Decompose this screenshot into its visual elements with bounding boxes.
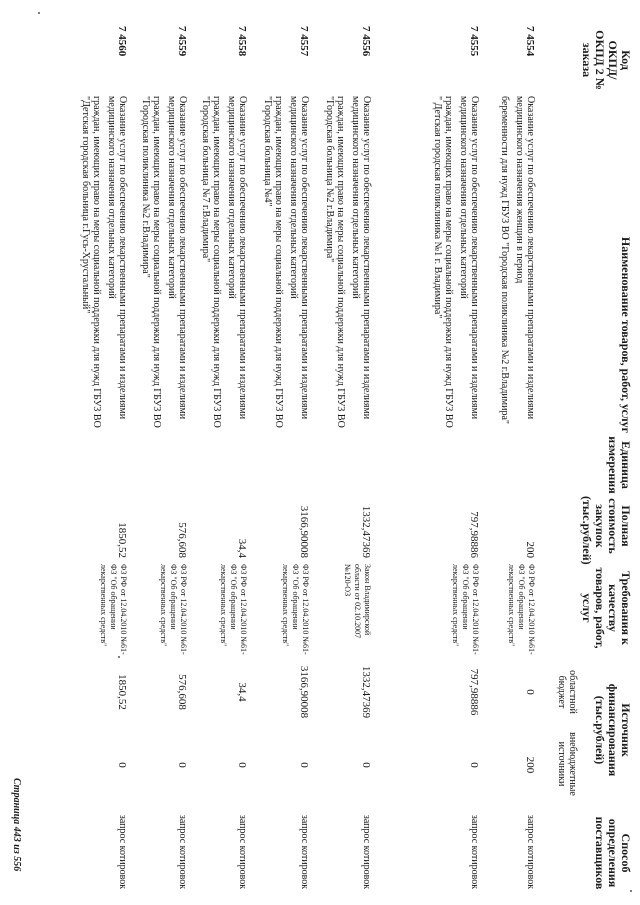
row-requirements: Закон Владимирской области от 02.10.2007 №120-ОЗ bbox=[343, 564, 372, 639]
row-name bbox=[200, 96, 248, 428]
row-extra-budget: 0 bbox=[176, 762, 188, 768]
row-name-part2: беременности для нужд ГБУЗ ВО "Городская поликлиника №2 г.Владимира" bbox=[499, 96, 510, 424]
row-name-part2: граждан, имеющих право на меры социальной поддержки для нужд ГБУЗ ВО "Городская больница №7 г.Владимира" bbox=[200, 96, 222, 428]
row-cost: 1850,52 bbox=[116, 522, 128, 558]
row-name bbox=[80, 96, 128, 428]
row-name-part1: Оказание услуг по обеспечению лекарственными препаратами и изделиями медицинского назначения отдельных категорий bbox=[458, 96, 480, 420]
row-extra-budget: 0 bbox=[116, 762, 128, 768]
row-requirements: ФЗ РФ от 12.04.2010 №61-ФЗ "Об обращении лекарственных средств" bbox=[451, 564, 480, 655]
row-name-part2: граждан, имеющих право на меры социальной поддержки для нужд ГБУЗ ВО "Городская больница №4" bbox=[262, 96, 284, 428]
row-code: 7 4555 bbox=[468, 26, 480, 57]
row-cost: 576,608 bbox=[176, 522, 188, 558]
row-extra-budget: 0 bbox=[298, 762, 310, 768]
row-method: запрос котировок bbox=[469, 814, 480, 890]
row-requirements: ФЗ РФ от 12.04.2010 №61-ФЗ "Об обращении лекарственных средств" bbox=[219, 564, 248, 655]
row-code: 7 4558 bbox=[236, 26, 248, 57]
row-cost: 34,4 bbox=[236, 538, 248, 558]
header-unit: Единица измерения bbox=[606, 436, 633, 494]
row-name-part1: Оказание услуг по обеспечению лекарственными препаратами и изделиями медицинского назначения отдельных категорий bbox=[350, 96, 372, 420]
row-cost: 3166,90008 bbox=[298, 505, 310, 558]
row-code: 7 4556 bbox=[360, 26, 372, 57]
row-method: запрос котировок bbox=[177, 814, 188, 890]
row-name-part1: Оказание услуг по обеспечению лекарственными препаратами и изделиями медицинского назначения отдельных категорий bbox=[166, 96, 188, 420]
row-method: запрос котировок bbox=[361, 814, 372, 890]
row-method: запрос котировок bbox=[237, 814, 248, 890]
row-name-part1: Оказание услуг по обеспечению лекарственными препаратами и изделиями медицинского назначения отдельных категорий bbox=[288, 96, 310, 420]
header-extra-budget: внебюджетные источники bbox=[556, 732, 578, 796]
row-extra-budget: 200 bbox=[524, 756, 536, 774]
row-name bbox=[262, 96, 310, 428]
row-regional-budget: 0 bbox=[524, 689, 536, 695]
row-code: 7 4557 bbox=[298, 26, 310, 57]
row-name bbox=[140, 96, 188, 428]
header-regional-budget: областной бюджет bbox=[556, 670, 578, 714]
row-method: запрос котировок bbox=[117, 814, 128, 890]
row-code: 7 4560 bbox=[116, 26, 128, 57]
row-method: запрос котировок bbox=[525, 814, 536, 890]
scan-speck bbox=[38, 12, 40, 14]
row-regional-budget: 34,4 bbox=[236, 682, 248, 702]
header-method: Способ определения поставщиков bbox=[593, 816, 633, 890]
row-regional-budget: 797,98886 bbox=[468, 668, 480, 716]
row-name-part2: граждан, имеющих право на меры социальной поддержки для нужд ГБУЗ ВО "Городская поликлиника №2 г.Владимира" bbox=[140, 96, 162, 428]
row-requirements: ФЗ РФ от 12.04.2010 №61-ФЗ "Об обращении лекарственных средств" bbox=[507, 564, 536, 655]
row-name-part2: граждан, имеющих право на меры социальной поддержки для нужд ГБУЗ ВО "Городская больница №2 г.Владимира" bbox=[324, 96, 346, 428]
row-cost: 1332,47369 bbox=[360, 505, 372, 558]
row-method: запрос котировок bbox=[299, 814, 310, 890]
page-number: Страница 443 из 556 bbox=[11, 778, 22, 872]
row-extra-budget: 0 bbox=[236, 762, 248, 768]
row-regional-budget: 576,608 bbox=[176, 674, 188, 710]
row-requirements: ФЗ РФ от 12.04.2010 №61-ФЗ "Об обращении лекарственных средств" bbox=[159, 564, 188, 655]
scan-speck bbox=[630, 890, 632, 892]
row-name-part2: граждан, имеющих право на меры социальной поддержки для нужд ГБУЗ ВО " Детская городская поликлиника №1 г. Владимира" bbox=[432, 96, 454, 428]
row-extra-budget: 0 bbox=[360, 762, 372, 768]
row-cost: 200 bbox=[524, 541, 536, 558]
row-extra-budget: 0 bbox=[468, 762, 480, 768]
row-regional-budget: 3166,90008 bbox=[298, 665, 310, 719]
row-name-part1: Оказание услуг по обеспечению лекарственными препаратами и изделиями медицинского назначения женщин в период bbox=[514, 96, 536, 420]
row-name-part1: Оказание услуг по обеспечению лекарственными препаратами и изделиями медицинского назначения отдельных категорий bbox=[106, 96, 128, 420]
row-name bbox=[324, 96, 372, 428]
header-name: Наименование товаров, работ, услуг bbox=[619, 236, 633, 434]
row-name-part1: Оказание услуг по обеспечению лекарственными препаратами и изделиями медицинского назначения отдельных категорий bbox=[226, 96, 248, 420]
header-cost: Полная стоимость закупок (тыс.рублей) bbox=[580, 496, 633, 565]
row-regional-budget: 1850,52 bbox=[116, 674, 128, 710]
row-name bbox=[499, 96, 536, 428]
header-code: Код ОКПД/ ОКПД 2 № заказа bbox=[580, 30, 633, 90]
row-code: 7 4559 bbox=[176, 26, 188, 57]
row-requirements: ФЗ РФ от 12.04.2010 №61-ФЗ "Об обращении лекарственных средств" bbox=[99, 564, 128, 655]
row-name-part2: граждан, имеющих право на меры социальной поддержки для нужд ГБУЗ ВО "Детская городская больница г.Гусь-Хрустальный" bbox=[80, 96, 102, 428]
scan-speck bbox=[118, 656, 120, 658]
row-name bbox=[432, 96, 480, 428]
row-code: 7 4554 bbox=[524, 26, 536, 57]
header-finance-source: Источник финансирования (тыс.рублей) bbox=[593, 683, 633, 777]
row-regional-budget: 1332,47369 bbox=[360, 665, 372, 719]
header-requirements: Требования к качеству товаров, работ, услуг bbox=[580, 567, 633, 649]
row-cost: 797,98886 bbox=[468, 511, 480, 558]
row-requirements: ФЗ РФ от 12.04.2010 №61-ФЗ "Об обращении лекарственных средств" bbox=[281, 564, 310, 655]
